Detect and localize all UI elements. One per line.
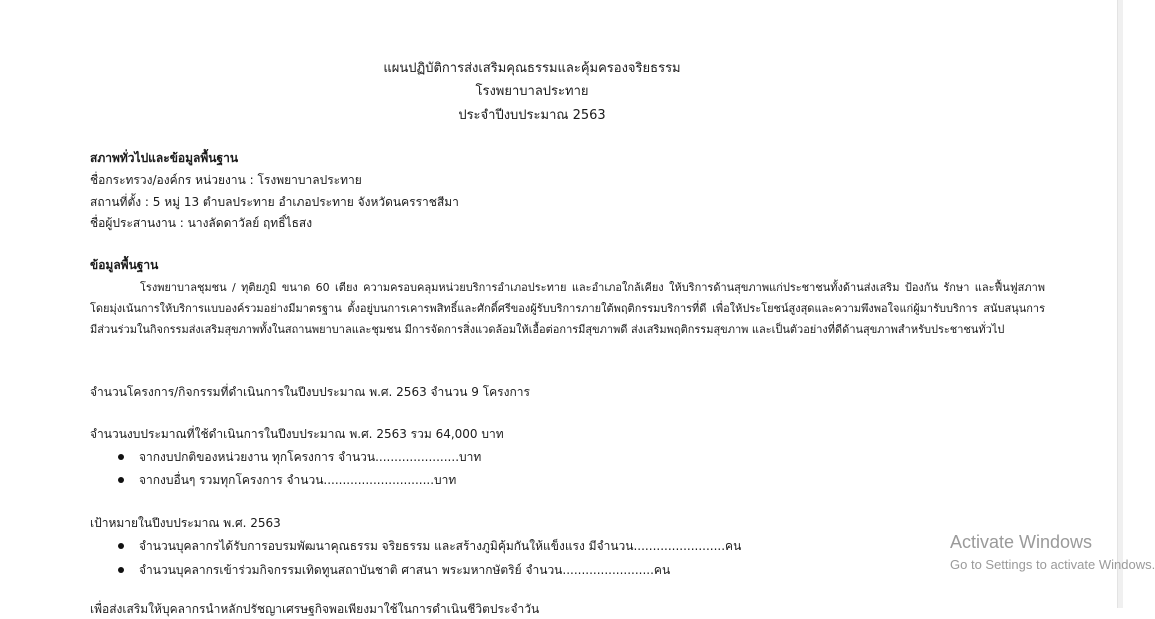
target-bullet-training — [118, 539, 741, 554]
bullet-icon — [118, 543, 124, 549]
budget-line: จำนวนงบประมาณที่ใช้ดำเนินการในปีงบประมาณ พ.ศ. 2563 รวม 64,000 บาท — [90, 427, 504, 441]
activation-watermark-subtitle: Go to Settings to activate Windows. — [950, 557, 1155, 572]
location-line: สถานที่ตั้ง : 5 หมู่ 13 ตำบลประทาย อำเภอประทาย จังหวัดนครราชสีมา — [90, 195, 459, 209]
budget-bullet-regular — [118, 450, 481, 465]
fiscal-year: ประจำปีงบประมาณ 2563 — [458, 108, 606, 123]
bullet-icon — [118, 477, 124, 483]
activation-watermark-title: Activate Windows — [950, 532, 1093, 552]
coordinator-line: ชื่อผู้ประสานงาน : นางลัดดาวัลย์ ฤทธิ์ไธสง — [90, 216, 313, 230]
bullet-icon — [118, 567, 124, 573]
ministry-line: ชื่อกระทรวง/องค์กร หน่วยงาน : โรงพยาบาลประทาย — [90, 173, 362, 187]
general-heading: สภาพทั่วไปและข้อมูลพื้นฐาน — [90, 151, 239, 165]
target-bullet-training-text: จำนวนบุคลากรได้รับการอบรมพัฒนาคุณธรรม จริยธรรม และสร้างภูมิคุ้มกันให้แข็งแรง มีจำนวน........................คน — [139, 539, 742, 553]
budget-bullet-other — [118, 473, 456, 488]
document-title: แผนปฏิบัติการส่งเสริมคุณธรรมและคุ้มครองจริยธรรม — [383, 61, 681, 76]
bullet-icon — [118, 454, 124, 460]
basic-paragraph — [90, 277, 1045, 340]
budget-bullet-other-text: จากงบอื่นๆ รวมทุกโครงการ จำนวน.............................บาท — [139, 473, 457, 487]
vertical-scrollbar[interactable] — [1117, 0, 1123, 608]
cutoff-line: เพื่อส่งเสริมให้บุคลากรนำหลักปรัชญาเศรษฐกิจพอเพียงมาใช้ในการดำเนินชีวิตประจำวัน — [90, 602, 540, 616]
basic-heading: ข้อมูลพื้นฐาน — [90, 258, 159, 272]
budget-bullet-regular-text: จากงบปกติของหน่วยงาน ทุกโครงการ จำนวน......................บาท — [139, 450, 482, 464]
basic-paragraph-text: โรงพยาบาลชุมชน / ทุติยภูมิ ขนาด 60 เตียง ความครอบคลุมหน่วยบริการอำเภอประทาย และอำเภอใกล้เคียง ให้บริการด้านสุขภาพแก่ประชาชนทั้งด้านส่งเสริม ป้องกัน รักษา และฟื้นฟูสภาพ โดยมุ่งเน้นการให้บริการแบบองค์รวมอย่างมีมาตรฐาน ตั้งอยู่บนการเคารพสิทธิ์และศักดิ์ศรีของผู้รับบริการภายใต้พฤติกรรมบริการที่ดี เพื่อให้ประโยชน์สูงสุดและความพึงพอใจแก่ผู้มารับบริการ สนับสนุนการมีส่วนร่วมในกิจกรรมส่งเสริมสุขภาพทั้งในสถานพยาบาลและชุมชน มีการจัดการสิ่งแวดล้อมให้เอื้อต่อการมีสุขภาพดี ส่งเสริมพฤติกรรมสุขภาพ และเป็นตัวอย่างที่ดีด้านสุขภาพสำหรับประชาชนทั่วไป — [90, 281, 1045, 336]
hospital-name: โรงพยาบาลประทาย — [475, 84, 589, 99]
targets-heading: เป้าหมายในปีงบประมาณ พ.ศ. 2563 — [90, 516, 281, 530]
target-bullet-activity-text: จำนวนบุคลากรเข้าร่วมกิจกรรมเทิดทูนสถาบันชาติ ศาสนา พระมหากษัตริย์ จำนวน........................คน — [139, 563, 671, 577]
target-bullet-activity — [118, 563, 670, 578]
projects-line: จำนวนโครงการ/กิจกรรมที่ดำเนินการในปีงบประมาณ พ.ศ. 2563 จำนวน 9 โครงการ — [90, 385, 530, 399]
